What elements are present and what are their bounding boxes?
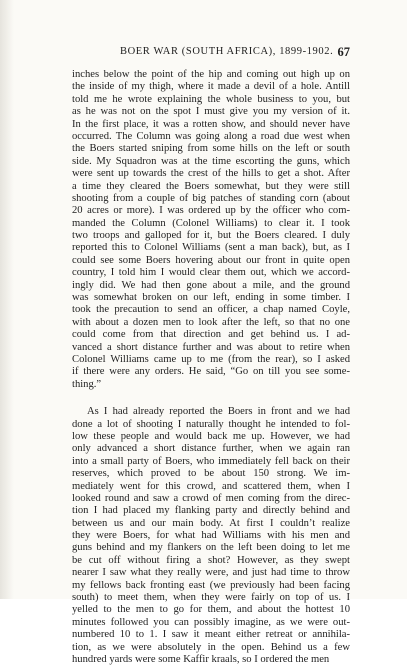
text-line: as he was not on the spot I must give you my version of it.: [72, 106, 350, 118]
text-line: be cut off without firing a shot? However, as they swept: [72, 554, 350, 566]
text-line: reserves, which proved to be about 150 strong. We im-: [72, 468, 350, 480]
text-line: only advanced a short distance further, when we again ran: [72, 443, 350, 455]
text-line: looked round and saw a crowd of men coming from the direc-: [72, 492, 350, 504]
text-line: south) to meet them, when they were fairly on top of us. I: [72, 592, 350, 604]
text-line: As I had already reported the Boers in front and we had: [87, 406, 350, 418]
text-line: with about a dozen men to look after the left, so that no one: [72, 316, 350, 328]
paragraph: [72, 69, 350, 391]
text-line: low these people and would back me up. However, we had: [72, 430, 350, 442]
text-line: minutes followed you can possibly imagine, as we were out-: [72, 616, 350, 628]
text-line: nearer I saw what they really were, and just had time to throw: [72, 567, 350, 579]
text-line: yelled to the men to go for them, and about the hottest 10: [72, 604, 350, 616]
running-head: BOER WAR (SOUTH AFRICA), 1899-1902.: [120, 46, 334, 57]
text-line: they were Boers, for what had Williams with his men and: [72, 530, 350, 542]
text-line: between us and our main body. At first I couldn’t realize: [72, 517, 350, 529]
text-line: if there were any orders. He said, “Go on till you see some-: [72, 366, 350, 378]
text-line: a time they cleared the Boers somewhat, but they were still: [72, 180, 350, 192]
text-line: mediately went for this crowd, and scattered them, when I: [72, 480, 350, 492]
text-line: vanced a short distance further and was about to retire when: [72, 341, 350, 353]
page-header: [72, 46, 350, 62]
text-line: ingly did. We had then gone about a mile, and the ground: [72, 279, 350, 291]
text-line: occurred. The Column was going along a road due west when: [72, 130, 350, 142]
paragraph-gap: [72, 391, 350, 406]
scan-shadow: [0, 0, 14, 599]
text-line: took the precaution to send an officer, a chap named Coyle,: [72, 304, 350, 316]
text-line: tion, as we were absolutely in the open. Behind us a few: [72, 641, 350, 653]
text-line: side. My Squadron was at the time escorting the guns, which: [72, 155, 350, 167]
text-line: two troops and galloped for it, but the Boers cleared. I duly: [72, 230, 350, 242]
text-line: done a lot of shooting I naturally thought he intended to fol-: [72, 418, 350, 430]
text-line: the Boers started sniping from some hills on the left or south: [72, 143, 350, 155]
text-line: reported this to Colonel Williams (sent a man back), but, as I: [72, 242, 350, 254]
text-line: could see some Boers hovering about our front in quite open: [72, 254, 350, 266]
page-number: 67: [337, 45, 350, 59]
text-line: 20 acres or more). I was ordered up by the officer who com-: [72, 205, 350, 217]
text-line: In the first place, it was a rotten show, and should never have: [72, 118, 350, 130]
text-line: manded the Column (Colonel Williams) to clear it. I took: [72, 217, 350, 229]
text-line: Colonel Williams came up to me (from the rear), so I asked: [72, 353, 350, 365]
text-line: the inside of my thigh, where it made a devil of a hole. Antill: [72, 81, 350, 93]
text-line: told me he wrote explaining the whole business to you, but: [72, 93, 350, 105]
text-line: inches below the point of the hip and coming out high up on: [72, 69, 350, 80]
text-line: numbered 10 to 1. I saw it meant either retreat or annihila-: [72, 629, 350, 641]
text-line: hundred yards were some Kaffir kraals, so I ordered the men: [72, 653, 330, 665]
body-text: [72, 69, 350, 666]
text-line: were sent up towards the crest of the hills to get a shot. After: [72, 168, 350, 180]
text-line: could come from that direction and get behind us. I ad-: [72, 329, 350, 341]
text-line: tion I had placed my flanking party and directly behind and: [72, 505, 350, 517]
text-line: thing.”: [72, 378, 102, 390]
text-line: my fellows back fronting east (we previously had been facing: [72, 579, 350, 591]
text-line: country, I told him I would clear them out, which we accord-: [72, 267, 350, 279]
text-line: guns behind and my flankers on the left been doing to let me: [72, 542, 350, 554]
paragraph: [72, 406, 350, 666]
text-line: shooting from a couple of big patches of standing corn (about: [72, 192, 350, 204]
text-line: was somewhat broken on our left, ending in some timber. I: [72, 292, 350, 304]
text-line: into a small party of Boers, who immediately fell back on their: [72, 455, 350, 467]
